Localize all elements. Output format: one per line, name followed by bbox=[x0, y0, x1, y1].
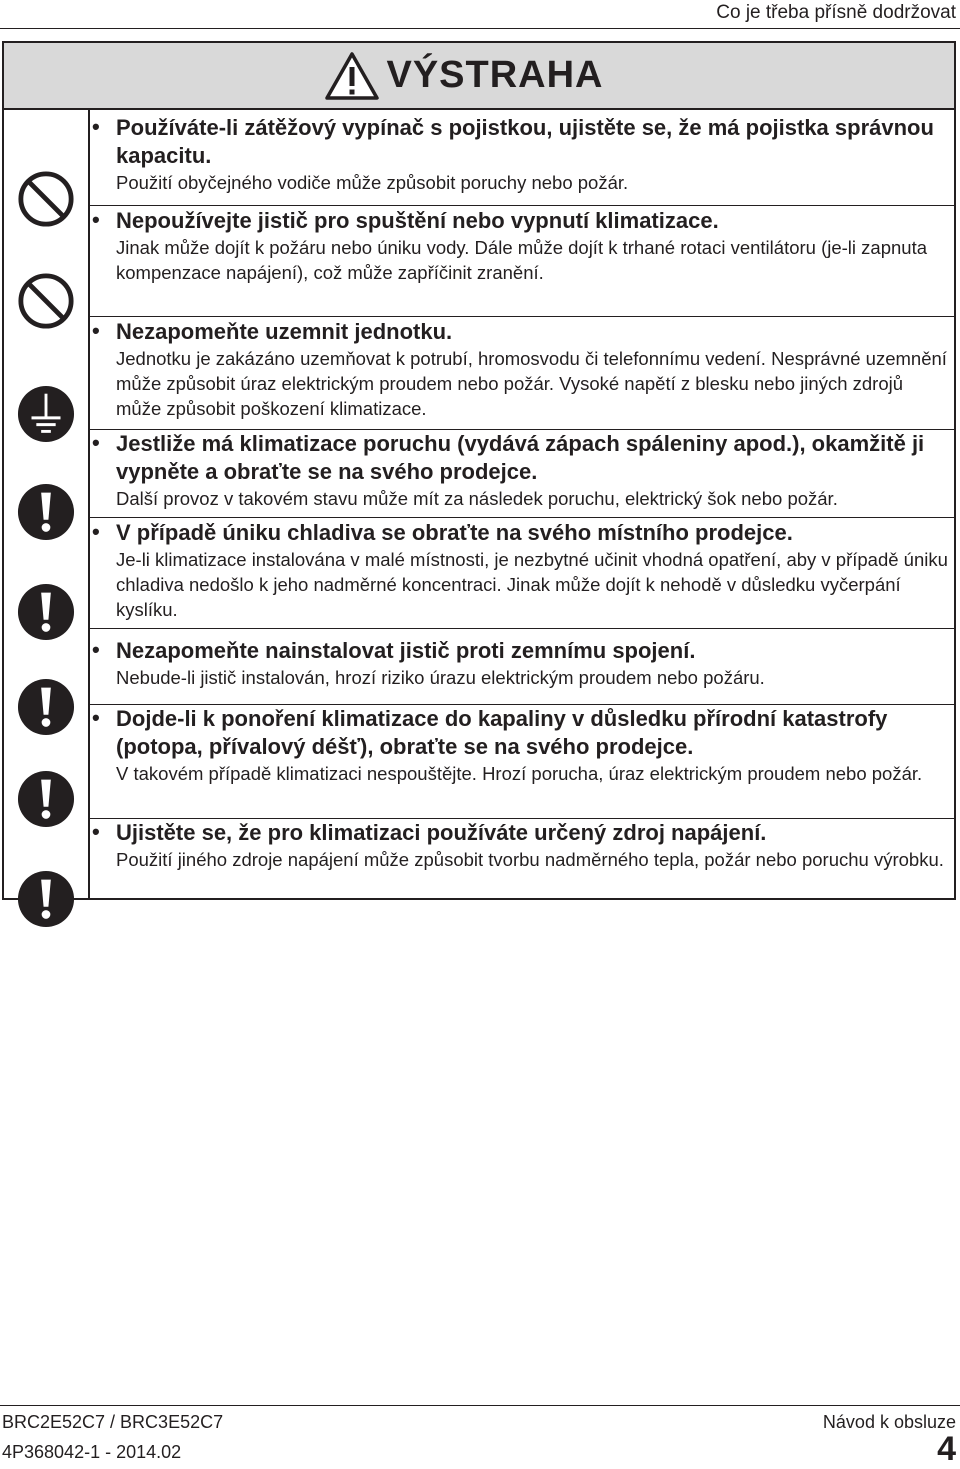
warning-item-text: Použití jiného zdroje napájení může způsobit tvorbu nadměrného tepla, požár nebo poruchu výrobku. bbox=[116, 849, 944, 870]
warning-title: VÝSTRAHA bbox=[386, 54, 604, 96]
warning-item-heading: Jestliže má klimatizace poruchu (vydává zápach spáleniny apod.), okamžitě ji vypněte a obraťte se na svého prodejce. bbox=[116, 431, 925, 484]
footer-code: 4P368042-1 - 2014.02 bbox=[2, 1442, 182, 1462]
warning-item bbox=[92, 430, 948, 511]
mandatory-icon bbox=[17, 770, 75, 828]
mandatory-icon bbox=[17, 483, 75, 541]
warning-item bbox=[92, 637, 948, 690]
warning-item bbox=[92, 819, 948, 872]
row-divider bbox=[88, 205, 954, 206]
warning-item-text: Použití obyčejného vodiče může způsobit poruchy nebo požár. bbox=[116, 172, 629, 193]
ground-icon bbox=[17, 385, 75, 443]
icon-column bbox=[4, 110, 90, 898]
footer-model: BRC2E52C7 / BRC3E52C7 bbox=[2, 1412, 224, 1432]
bullet: • bbox=[92, 519, 100, 544]
warning-item-heading: Nezapomeňte uzemnit jednotku. bbox=[116, 319, 453, 344]
warning-item-text: Jednotku je zakázáno uzemňovat k potrubí, hromosvodu či telefonnímu vedení. Nesprávné uzemnění může způsobit úraz elektrickým proudem nebo požár. Vysoké napětí z blesku nebo jiných zdrojů může způsobit poškození klimatizace. bbox=[116, 348, 947, 419]
warning-item-text: Nebude-li jistič instalován, hrozí riziko úrazu elektrickým proudem nebo požáru. bbox=[116, 667, 765, 688]
bullet: • bbox=[92, 819, 100, 844]
header-rule bbox=[0, 28, 960, 29]
prohibition-icon bbox=[17, 272, 75, 330]
mandatory-icon bbox=[17, 583, 75, 641]
bullet: • bbox=[92, 207, 100, 232]
warning-item-text: Další provoz v takovém stavu může mít za následek poruchu, elektrický šok nebo požár. bbox=[116, 488, 838, 509]
footer-doc-type: Návod k obsluze bbox=[822, 1412, 956, 1432]
warning-item-heading: Nepoužívejte jistič pro spuštění nebo vypnutí klimatizace. bbox=[116, 208, 719, 233]
warning-item-heading: Nezapomeňte nainstalovat jistič proti zemnímu spojení. bbox=[116, 638, 696, 663]
warning-table bbox=[2, 41, 956, 900]
page-number: 4 bbox=[937, 1430, 956, 1468]
header-title: Co je třeba přísně dodržovat bbox=[716, 2, 956, 23]
warning-header bbox=[4, 43, 954, 110]
mandatory-icon bbox=[17, 870, 75, 928]
warning-item-text: V takovém případě klimatizaci nespouštějte. Hrozí porucha, úraz elektrickým proudem nebo požár. bbox=[116, 763, 923, 784]
warning-item bbox=[92, 207, 948, 285]
warning-item-heading: Ujistěte se, že pro klimatizaci používáte určený zdroj napájení. bbox=[116, 820, 767, 845]
warning-item bbox=[92, 705, 948, 786]
bullet: • bbox=[92, 318, 100, 343]
warning-item-heading: Používáte-li zátěžový vypínač s pojistkou, ujistěte se, že má pojistka správnou kapacitu. bbox=[116, 115, 934, 168]
warning-item bbox=[92, 114, 948, 195]
row-divider bbox=[88, 316, 954, 317]
mandatory-icon bbox=[17, 678, 75, 736]
bullet: • bbox=[92, 637, 100, 662]
bullet: • bbox=[92, 705, 100, 730]
warning-item bbox=[92, 519, 948, 622]
bullet: • bbox=[92, 430, 100, 455]
warning-item-heading: V případě úniku chladiva se obraťte na svého místního prodejce. bbox=[116, 520, 793, 545]
warning-item-heading: Dojde-li k ponoření klimatizace do kapaliny v důsledku přírodní katastrofy (potopa, přívalový déšť), obraťte se na svého prodejce. bbox=[116, 706, 888, 759]
prohibition-icon bbox=[17, 170, 75, 228]
row-divider bbox=[88, 628, 954, 629]
warning-item bbox=[92, 318, 948, 421]
footer-rule bbox=[0, 1405, 960, 1406]
warning-triangle-icon bbox=[324, 51, 380, 101]
bullet: • bbox=[92, 114, 100, 139]
warning-item-text: Je-li klimatizace instalována v malé místnosti, je nezbytné učinit vhodná opatření, aby v případě úniku chladiva nedošlo k jeho nadměrné koncentraci. Jinak může dojít k nehodě v důsledku vyčerpání kyslíku. bbox=[116, 549, 948, 620]
warning-item-text: Jinak může dojít k požáru nebo úniku vody. Dále může dojít k trhané rotaci ventilátoru (je-li zapnuta kompenzace napájení), což může zapříčinit zranění. bbox=[116, 237, 928, 283]
row-divider bbox=[88, 517, 954, 518]
